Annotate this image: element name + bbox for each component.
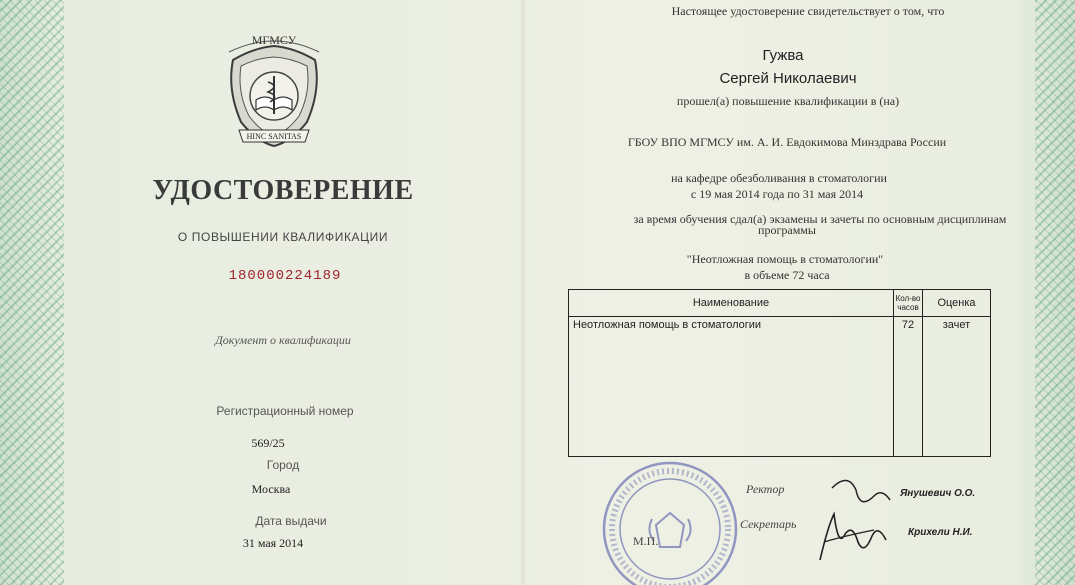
document-type: Документ о квалификации xyxy=(215,333,351,347)
department-text: на кафедре обезболивания в стоматологии xyxy=(671,171,887,185)
emblem-top-text: МГМСУ xyxy=(251,33,297,47)
secretary-signature-icon xyxy=(814,506,894,568)
official-stamp-icon xyxy=(596,455,744,585)
table-row xyxy=(569,317,991,457)
cell-hours: 72 xyxy=(894,317,923,457)
university-emblem-icon xyxy=(223,30,325,150)
table-header-row xyxy=(569,290,991,317)
left-guilloche-border xyxy=(0,0,64,585)
exams-text: за время обучения сдал(а) экзамены и зачеты по основным дисциплинам xyxy=(633,212,1007,226)
col-header-grade: Оценка xyxy=(923,290,991,317)
given-names: Сергей Николаевич xyxy=(719,70,857,87)
results-table xyxy=(568,289,991,457)
reg-number-value: 569/25 xyxy=(251,436,285,450)
secretary-label: Секретарь xyxy=(740,517,797,531)
secretary-name: Крихели Н.И. xyxy=(908,527,973,538)
cell-subject: Неотложная помощь в стоматологии xyxy=(569,317,894,457)
rector-name: Янушевич О.О. xyxy=(900,488,976,499)
institution-name: ГБОУ ВПО МГМСУ им. А. И. Евдокимова Минздрава России xyxy=(627,135,947,149)
serial-number: 180000224189 xyxy=(228,268,342,284)
city-label: Город xyxy=(266,458,300,472)
intro-text: Настоящее удостоверение свидетельствует о том, что xyxy=(671,4,945,18)
certificate-subtitle: О ПОВЫШЕНИИ КВАЛИФИКАЦИИ xyxy=(177,230,389,244)
surname: Гужва xyxy=(762,47,804,64)
cell-grade: зачет xyxy=(923,317,991,457)
col-header-hours-line1: Кол-во xyxy=(895,294,921,303)
study-period: с 19 мая 2014 года по 31 мая 2014 xyxy=(690,187,864,201)
stamp-mark: М.П. xyxy=(633,534,659,548)
reg-number-label: Регистрационный номер xyxy=(216,404,354,418)
issue-date-value: 31 мая 2014 xyxy=(242,536,304,550)
certificate-title: УДОСТОВЕРЕНИЕ xyxy=(152,175,414,206)
program-volume: в объеме 72 часа xyxy=(744,268,830,282)
program-title: "Неотложная помощь в стоматологии" xyxy=(686,252,884,266)
col-header-hours xyxy=(894,290,923,317)
city-value: Москва xyxy=(251,482,291,496)
passed-text: прошел(а) повышение квалификации в (на) xyxy=(676,94,900,108)
emblem-ribbon-text: HINC SANITAS xyxy=(246,132,302,141)
exams-text-2: программы xyxy=(758,223,816,237)
issue-date-label: Дата выдачи xyxy=(255,514,327,528)
page-fold xyxy=(520,0,526,585)
rector-label: Ректор xyxy=(746,482,785,496)
col-header-hours-line2: часов xyxy=(897,303,919,312)
col-header-name: Наименование xyxy=(569,290,894,317)
right-guilloche-border xyxy=(1035,0,1075,585)
